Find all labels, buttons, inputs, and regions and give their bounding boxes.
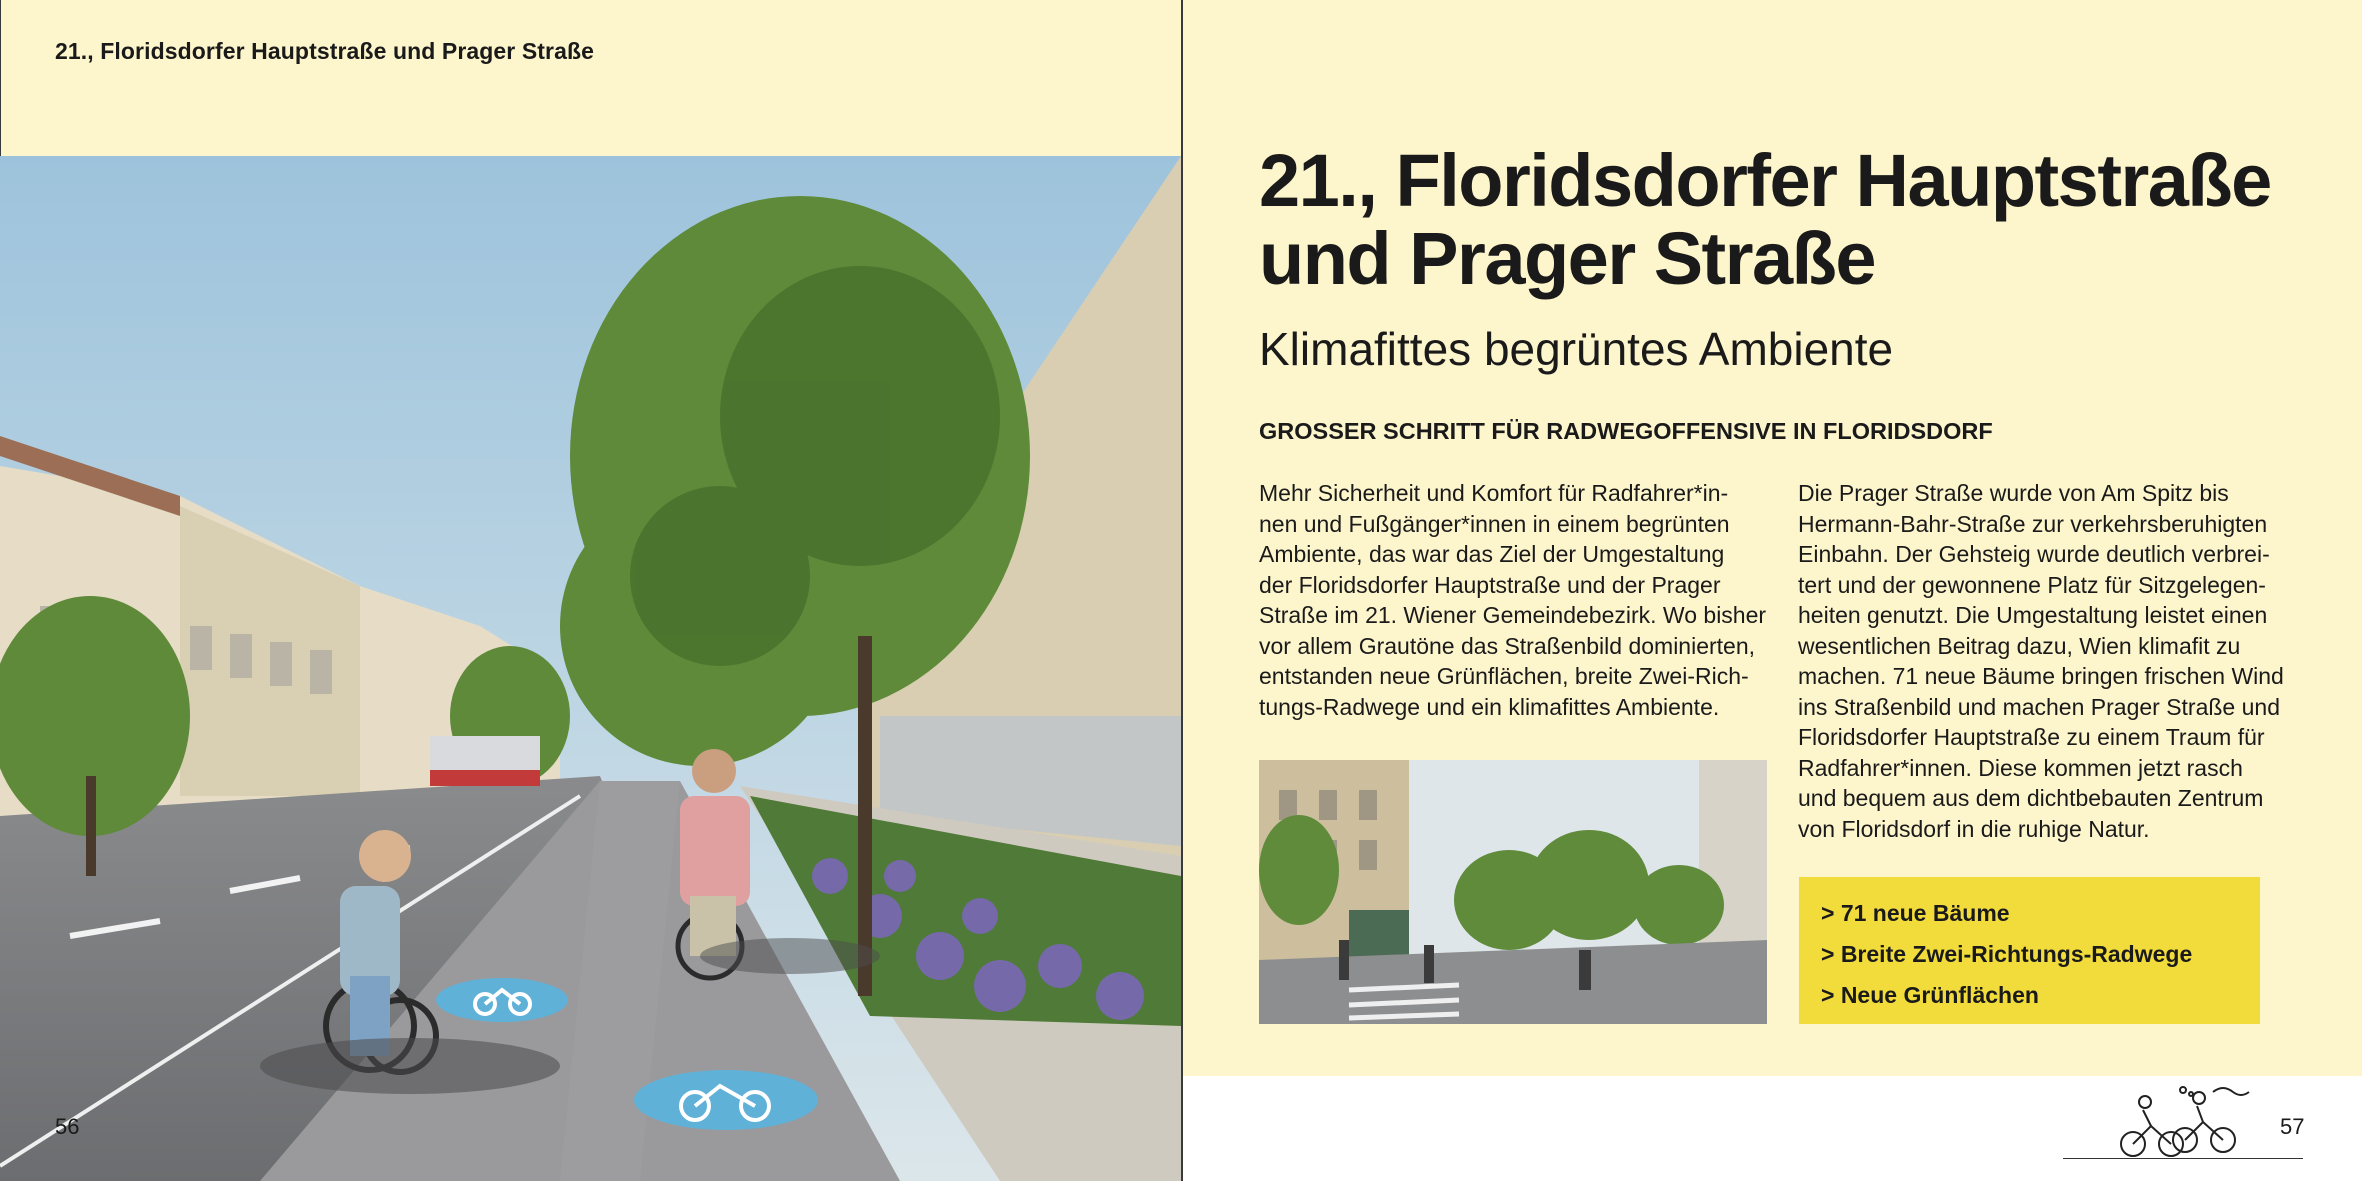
plaza-photo-illustration	[1259, 760, 1767, 1024]
street-photo-illustration	[0, 156, 1181, 1181]
section-heading: GROSSER SCHRITT FÜR RADWEGOFFENSIVE IN FLORIDSDORF	[1259, 418, 1993, 444]
footer-rule	[2063, 1158, 2303, 1159]
highlights-box	[1799, 877, 2260, 1024]
plaza-rendering-photo	[1259, 760, 1767, 1024]
cyclists-icon	[2113, 1082, 2263, 1162]
cyclists-illustration	[2113, 1082, 2263, 1162]
body-column-right: Die Prager Straße wurde von Am Spitz bis Hermann-Bahr-Straße zur verkehrsberuhigten Einbahn. Der Gehsteig wurde deutlich verbrei- tert und der gewonnene Platz für Sitzgelegen- heiten genutzt. Die Umgestaltung leistet einen wesentlichen Beitrag dazu, Wien klimafit zu machen. 71 neue Bäume bringen frischen Wind ins Straßenbild und machen Prager Straße und Floridsdorfer Hauptstraße zu einem Traum für Radfahrer*innen. Diese kommen jetzt rasch und bequem aus dem dichtbebauten Zentrum von Floridsdorf in die ruhige Natur.	[1798, 480, 2284, 842]
page-number-right: 57	[2280, 1114, 2305, 1139]
left-page-edge	[0, 0, 1, 156]
right-page	[1183, 0, 2362, 1181]
title-line-2: und Prager Straße	[1259, 217, 1876, 300]
body-column-left: Mehr Sicherheit und Komfort für Radfahrer*in- nen und Fußgänger*innen in einem begrünten Ambiente, das war das Ziel der Umgestaltung der Floridsdorfer Hauptstraße und der Prager Straße im 21. Wiener Gemeindebezirk. Wo bisher vor allem Grautöne das Straßenbild dominierten, entstanden neue Grünflächen, breite Zwei-Rich- tungs-Radwege und ein klimafittes Ambiente.	[1259, 480, 1767, 720]
title-line-1: 21., Floridsdorfer Hauptstraße	[1259, 139, 2271, 222]
highlight-item: > Breite Zwei-Richtungs-Radwege	[1821, 941, 2193, 967]
page-number-left: 56	[55, 1114, 80, 1139]
page-subtitle: Klimafittes begrüntes Ambiente	[1259, 323, 1894, 375]
street-rendering-photo	[0, 156, 1181, 1181]
highlight-item: > Neue Grünflächen	[1821, 982, 2039, 1008]
page-title	[1259, 139, 2339, 300]
highlight-item: > 71 neue Bäume	[1821, 900, 2010, 926]
running-head: 21., Floridsdorfer Hauptstraße und Prager Straße	[55, 38, 595, 64]
